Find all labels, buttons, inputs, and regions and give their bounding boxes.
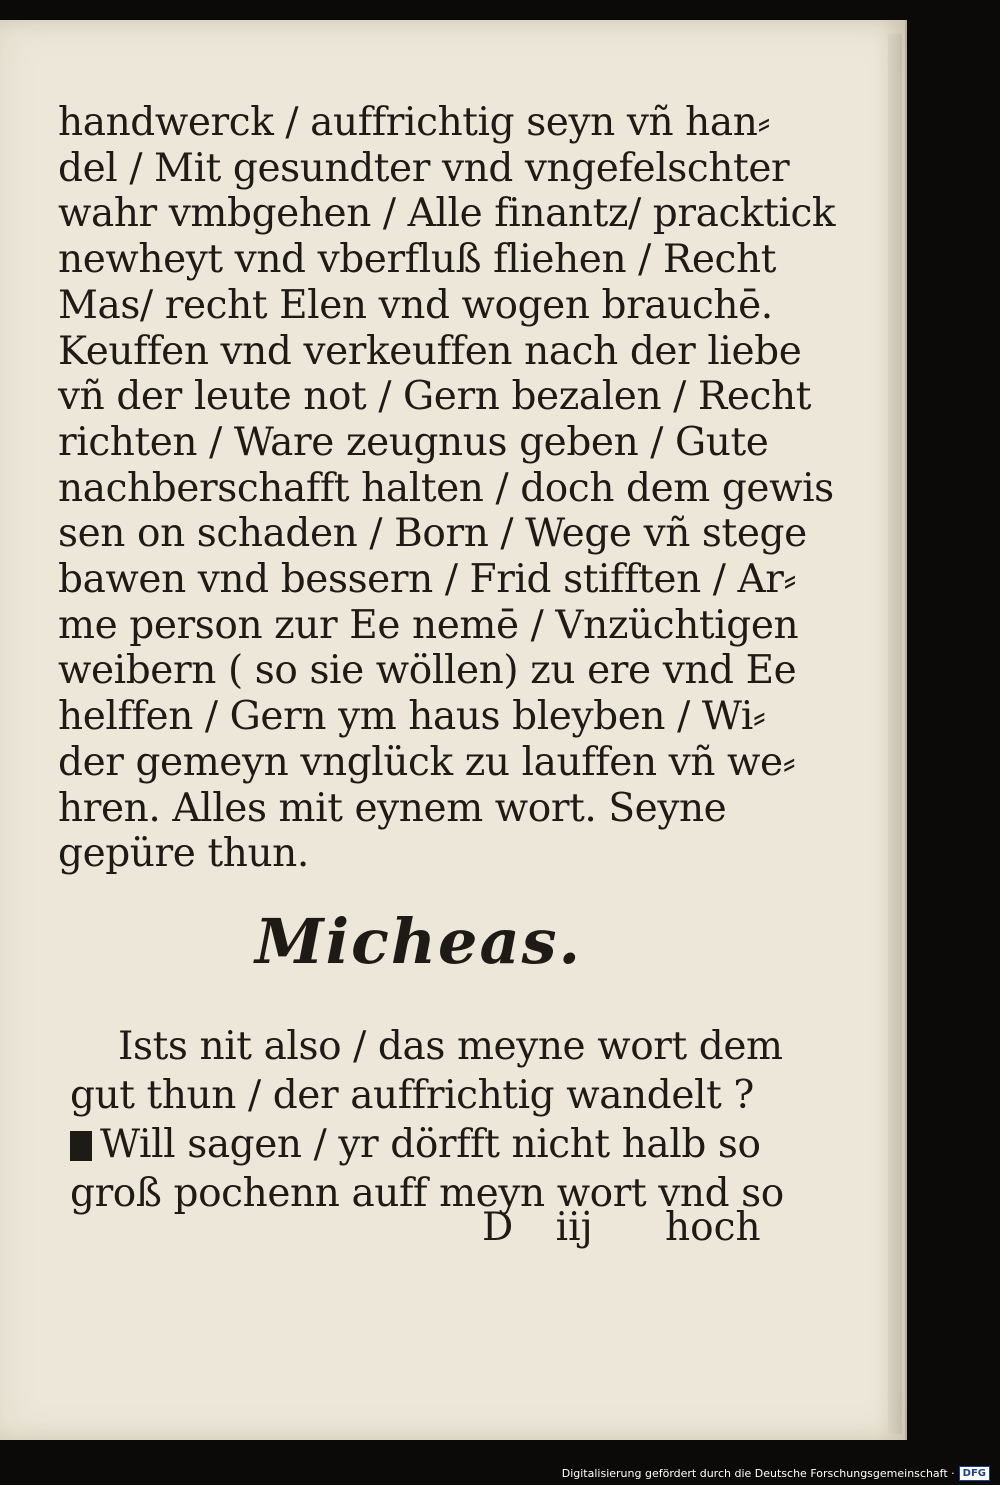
text-line: bawen vnd bessern / Frid stifften / Ar⸗: [58, 557, 797, 603]
text-line: groß pochenn auff meyn wort vnd so: [70, 1171, 784, 1216]
signature-mark: D iij: [482, 1205, 593, 1250]
text-line: Ists nit also / das meyne wort dem: [118, 1024, 783, 1069]
text-line: richten / Ware zeugnus geben / Gute: [58, 419, 769, 465]
text-line-with-pilcrow: [70, 1120, 760, 1169]
text-line: Will sagen / yr dörfft nicht halb so: [100, 1122, 761, 1167]
text-line: del / Mit gesundter vnd vngefelschter: [58, 145, 790, 191]
catchword: hoch: [665, 1205, 761, 1250]
text-line: vñ der leute not / Gern bezalen / Recht: [58, 374, 811, 420]
footer-text: Digitalisierung gefördert durch die Deutsche Forschungsgemeinschaft ·: [561, 1467, 955, 1480]
text-line: wahr vmbgehen / Alle finantz/ pracktick: [58, 191, 836, 237]
text-line: me person zur Ee nemē / Vnzüchtigen: [58, 602, 799, 648]
text-line: handwerck / auffrichtig seyn vñ han⸗: [58, 100, 771, 145]
text-line: newheyt vnd vberfluß fliehen / Recht: [58, 237, 776, 283]
text-line: weibern ( so sie wöllen) zu ere vnd Ee: [58, 648, 797, 694]
page-edge: [888, 34, 902, 1434]
text-line: gepüre thun.: [58, 831, 309, 877]
text-line: Mas/ recht Elen vnd wogen brauchē.: [58, 282, 773, 328]
text-line: sen on schaden / Born / Wege vñ stege: [58, 511, 807, 557]
text-line: helffen / Gern ym haus bleyben / Wi⸗: [58, 694, 766, 740]
text-line: nachberschafft halten / doch dem gewis: [58, 465, 834, 511]
text-line: gut thun / der auffrichtig wandelt ?: [70, 1073, 754, 1118]
main-text-block: [58, 100, 836, 877]
pilcrow-icon: [70, 1131, 92, 1161]
text-line: der gemeyn vnglück zu lauffen vñ we⸗: [58, 739, 796, 785]
dfg-logo: DFG: [959, 1466, 990, 1481]
section-heading: Micheas.: [255, 905, 583, 978]
text-line: hren. Alles mit eynem wort. Seyne: [58, 785, 727, 831]
second-paragraph: [70, 1022, 784, 1218]
digitization-footer: [562, 1466, 990, 1481]
text-line: Keuffen vnd verkeuffen nach der liebe: [58, 328, 802, 374]
